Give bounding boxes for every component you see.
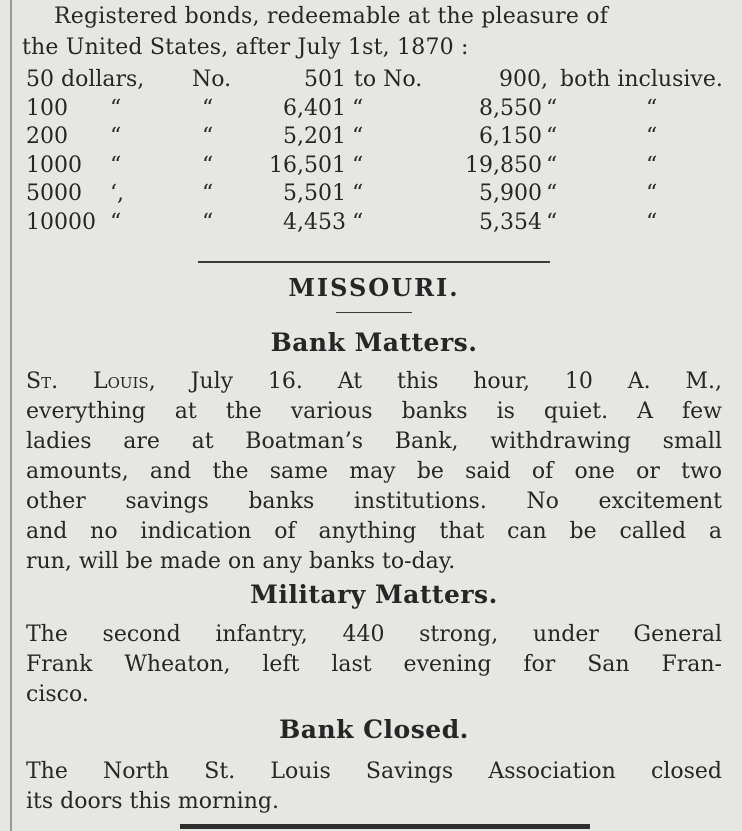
bond-row bbox=[26, 123, 722, 152]
intro-line-2: the United States, after July 1st, 1870 : bbox=[22, 35, 469, 60]
article-line-text: July 16. At this hour, 10 A. M., bbox=[155, 369, 722, 394]
newspaper-column bbox=[22, 0, 726, 831]
ditto-mark: “ bbox=[646, 181, 658, 206]
ditto-mark: “ bbox=[546, 95, 558, 121]
ditto-mark: “ bbox=[110, 209, 122, 235]
article-line: Frank Wheaton, left last evening for San Fran- bbox=[26, 652, 722, 677]
ditto-mark: “ bbox=[202, 124, 214, 149]
bond-to-number: 19,850 bbox=[465, 152, 542, 178]
ditto-mark: “ bbox=[352, 181, 364, 206]
ditto-mark: “ bbox=[110, 152, 122, 178]
article-line: The North St. Louis Savings Association closed bbox=[26, 759, 722, 784]
ditto-mark: “ bbox=[646, 95, 658, 121]
ditto-mark: ‘, bbox=[110, 181, 124, 206]
bond-to-number: 5,900 bbox=[479, 181, 542, 206]
article-line: everything at the various banks is quiet. A few bbox=[26, 399, 722, 424]
section-underline-rule bbox=[336, 312, 412, 313]
article-line: other savings banks institutions. No excitement bbox=[26, 489, 722, 514]
ditto-mark: “ bbox=[202, 95, 214, 121]
bond-to-number: 8,550 bbox=[479, 95, 542, 121]
bond-to-number: 900, bbox=[499, 67, 548, 92]
bond-from-number: 4,453 bbox=[283, 209, 346, 235]
bond-from-number: 5,501 bbox=[283, 181, 346, 206]
bond-row bbox=[26, 66, 722, 95]
ditto-mark: “ bbox=[546, 152, 558, 178]
intro-line-1: Registered bonds, redeemable at the pleasure of bbox=[54, 4, 609, 29]
article-heading-bank-matters: Bank Matters. bbox=[270, 328, 478, 357]
bond-denomination: 50 dollars, bbox=[26, 67, 145, 92]
section-divider-rule bbox=[198, 261, 550, 263]
article-body-bank-closed bbox=[26, 757, 722, 817]
bond-to-number: 6,150 bbox=[479, 124, 542, 149]
article-line: The second infantry, 440 strong, under General bbox=[26, 622, 722, 647]
ditto-mark: “ bbox=[202, 181, 214, 206]
ditto-mark: “ bbox=[646, 209, 658, 235]
ditto-mark: “ bbox=[546, 181, 558, 206]
bond-row bbox=[26, 209, 722, 238]
bond-row bbox=[26, 152, 722, 181]
article-heading-bank-closed: Bank Closed. bbox=[279, 715, 469, 744]
article-body-bank-matters bbox=[26, 367, 722, 577]
bond-number-table bbox=[26, 66, 722, 237]
ditto-mark: “ bbox=[352, 209, 364, 235]
ditto-mark: “ bbox=[646, 152, 658, 178]
ditto-mark: “ bbox=[202, 209, 214, 235]
bond-denomination: 1000 bbox=[26, 152, 82, 178]
article-line: amounts, and the same may be said of one or two bbox=[26, 459, 722, 484]
bond-no-label: No. bbox=[192, 67, 232, 92]
ditto-mark: “ bbox=[546, 124, 558, 149]
article-heading-military-matters: Military Matters. bbox=[250, 580, 498, 609]
bond-denomination: 200 bbox=[26, 124, 68, 149]
ditto-mark: “ bbox=[110, 124, 122, 149]
ditto-mark: “ bbox=[546, 209, 558, 235]
bond-from-number: 16,501 bbox=[269, 152, 346, 178]
dateline: St. Louis, bbox=[26, 369, 156, 394]
bond-denomination: 10000 bbox=[26, 209, 96, 235]
bond-inclusive-note: both inclusive. bbox=[560, 67, 723, 92]
article-line: cisco. bbox=[26, 682, 89, 707]
bond-denomination: 100 bbox=[26, 95, 68, 121]
column-rule-left bbox=[10, 0, 12, 831]
ditto-mark: “ bbox=[352, 95, 364, 121]
article-line bbox=[26, 367, 722, 397]
bottom-divider-rule bbox=[180, 824, 590, 829]
bond-from-number: 6,401 bbox=[283, 95, 346, 121]
bond-from-number: 5,201 bbox=[283, 124, 346, 149]
intro-paragraph bbox=[22, 0, 726, 63]
bond-denomination: 5000 bbox=[26, 181, 82, 206]
ditto-mark: “ bbox=[202, 152, 214, 178]
bond-from-number: 501 bbox=[304, 67, 346, 92]
bond-to-number: 5,354 bbox=[479, 209, 542, 235]
ditto-mark: “ bbox=[646, 124, 658, 149]
bond-to-label: to No. bbox=[354, 67, 423, 92]
article-line: run, will be made on any banks to-day. bbox=[26, 549, 456, 574]
article-line: ladies are at Boatman’s Bank, withdrawing small bbox=[26, 429, 722, 454]
article-line: its doors this morning. bbox=[26, 789, 279, 814]
section-title: MISSOURI. bbox=[288, 273, 460, 302]
bond-row bbox=[26, 95, 722, 124]
ditto-mark: “ bbox=[110, 95, 122, 121]
bond-row bbox=[26, 180, 722, 209]
article-line: and no indication of anything that can be called a bbox=[26, 519, 722, 544]
article-body-military-matters bbox=[26, 620, 722, 710]
ditto-mark: “ bbox=[352, 152, 364, 178]
ditto-mark: “ bbox=[352, 124, 364, 149]
